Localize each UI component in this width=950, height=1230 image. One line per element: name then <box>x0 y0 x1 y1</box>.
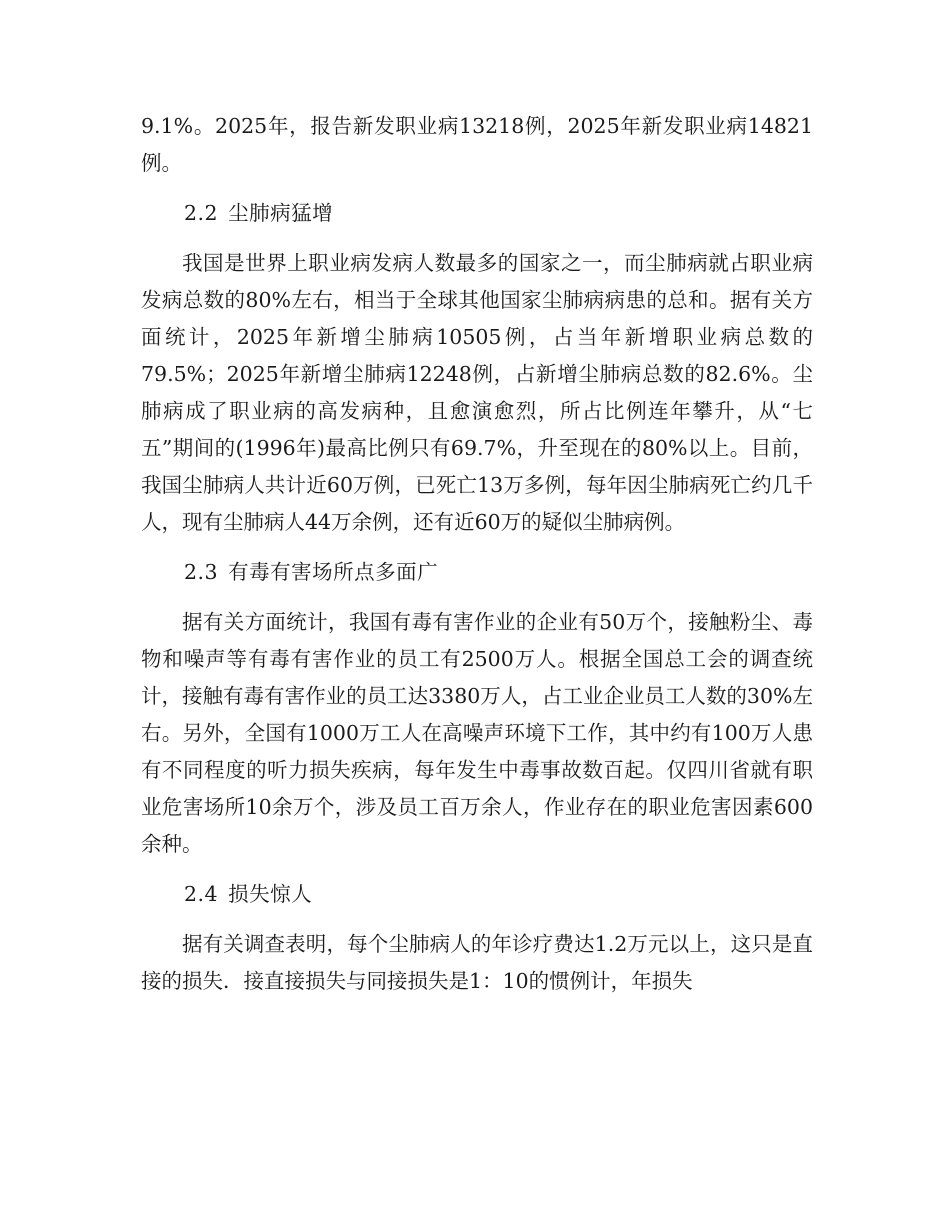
section-number: 2.2 <box>184 201 219 225</box>
section-paragraph-2-2: 我国是世界上职业病发病人数最多的国家之一，而尘肺病就占职业病发病总数的80%左右，相当于全球其他国家尘肺病病患的总和。据有关方面统计，2025年新增尘肺病10505例，占当年新增职业病总数的79.5%；2025年新增尘肺病12248例，占新增尘肺病总数的82.6%。尘肺病成了职业病的高发病种，且愈演愈烈，所占比例连年攀升，从“七五”期间的(1996年)最高比例只有69.7%，升至现在的80%以上。目前，我国尘肺病人共计近60万例，已死亡13万多例，每年因尘肺病死亡约几千人，现有尘肺病人44万余例，还有近60万的疑似尘肺病例。 <box>141 251 813 534</box>
section-title: 尘肺病猛增 <box>228 201 334 225</box>
intro-paragraph: 9.1%。2025年，报告新发职业病13218例，2025年新发职业病14821例。 <box>141 114 813 175</box>
section-title: 损失惊人 <box>228 882 313 906</box>
section-title: 有毒有害场所点多面广 <box>228 560 439 584</box>
section-heading-2-4 <box>141 876 813 913</box>
section-paragraph-2-3: 据有关方面统计，我国有毒有害作业的企业有50万个，接触粉尘、毒物和噪声等有毒有害作业的员工有2500万人。根据全国总工会的调查统计，接触有毒有害作业的员工达3380万人，占工业企业员工人数的30%左右。另外，全国有1000万工人在高噪声环境下工作，其中约有100万人患有不同程度的听力损失疾病，每年发生中毒事故数百起。仅四川省就有职业危害场所10余万个，涉及员工百万余人，作业存在的职业危害因素600余种。 <box>141 610 813 856</box>
section-paragraph-2-4: 据有关调查表明，每个尘肺病人的年诊疗费达1.2万元以上，这只是直接的损失．接直接损失与同接损失是1：10的惯例计，年损失 <box>141 932 813 993</box>
section-number: 2.3 <box>184 560 219 584</box>
section-heading-2-3 <box>141 554 813 591</box>
document-body <box>141 108 813 1000</box>
section-heading-2-2 <box>141 195 813 232</box>
section-number: 2.4 <box>184 882 219 906</box>
